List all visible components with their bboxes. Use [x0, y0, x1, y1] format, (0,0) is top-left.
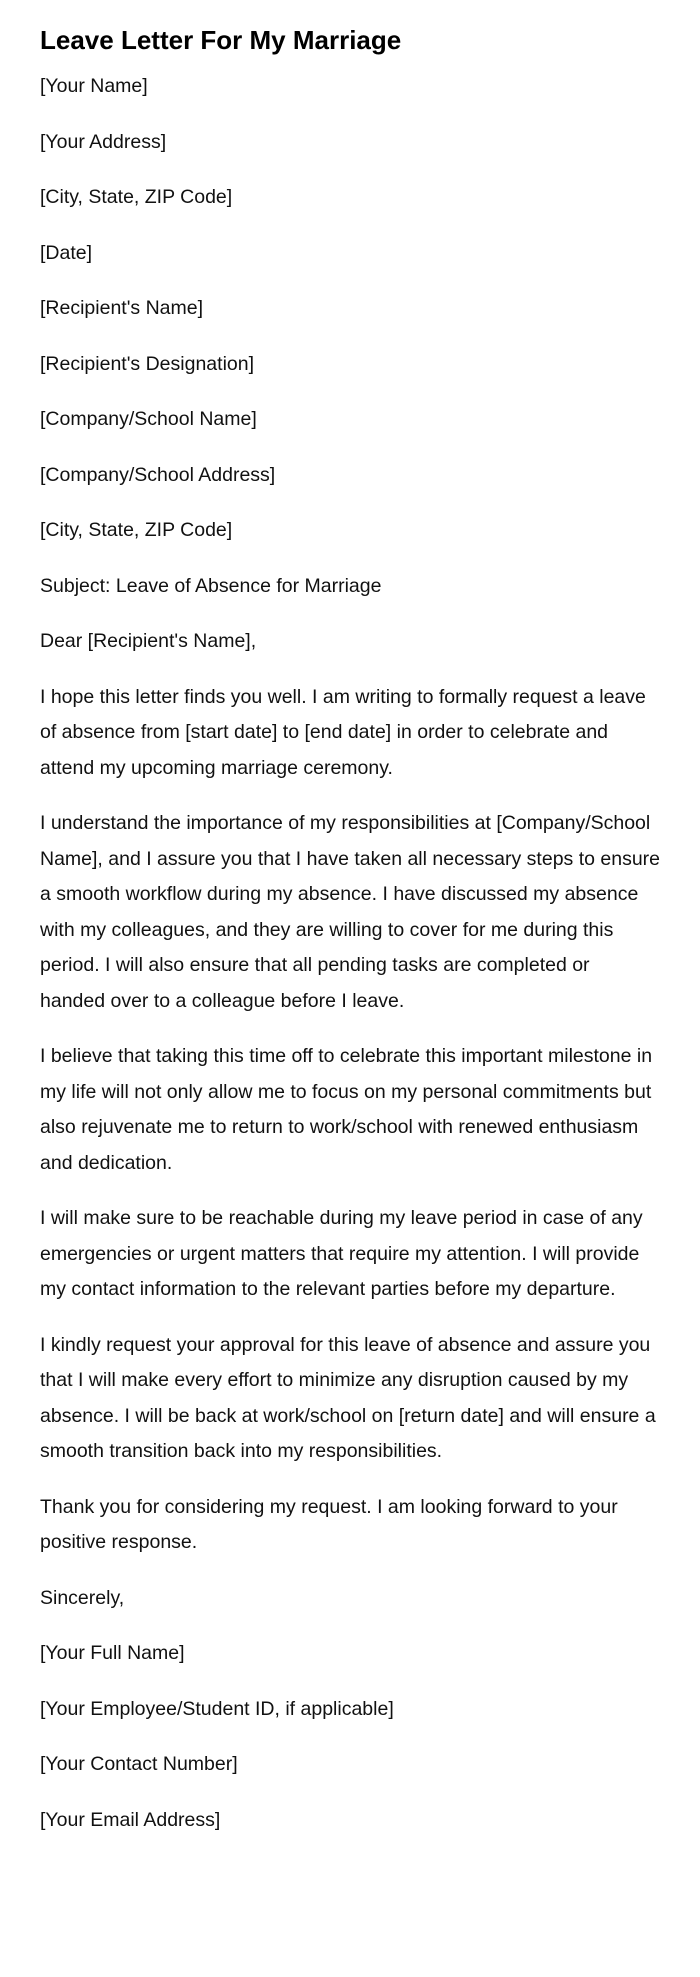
body-paragraph-5: I kindly request your approval for this leave of absence and assure you that I will make every effort to minimize any disruption caused by my absence. I will be back at work/school on [return date] and will ensure a smooth transition back into my responsibilities.: [40, 1333, 656, 1462]
body-paragraph-4: I will make sure to be reachable during my leave period in case of any emergencies or urgent matters that require my attention. I will provide my contact information to the relevant parties before my departure.: [40, 1207, 643, 1300]
recipient-designation: [Recipient's Designation]: [40, 352, 255, 375]
body-paragraph-1: I hope this letter finds you well. I am writing to formally request a leave of absence from [start date] to [end date] in order to celebrate and attend my upcoming marriage ceremony.: [40, 685, 646, 779]
body-paragraph-6: Thank you for considering my request. I am looking forward to your positive response.: [40, 1495, 618, 1553]
signature-email: [Your Email Address]: [40, 1808, 221, 1831]
letter-closing: Sincerely,: [40, 1586, 125, 1609]
body-paragraph-3: I believe that taking this time off to celebrate this important milestone in my life will not only allow me to focus on my personal commitments but also rejuvenate me to return to work/school with renewed enthusiasm and dedication.: [40, 1045, 653, 1174]
body-paragraph-2: I understand the importance of my responsibilities at [Company/School Name], and I assure you that I have taken all necessary steps to ensure a smooth workflow during my absence. I have discussed my absence with my colleagues, and they are willing to cover for me during this period. I will also ensure that all pending tasks are completed or handed over to a colleague before I leave.: [40, 812, 661, 1012]
letter-date: [Date]: [40, 241, 93, 264]
recipient-organization: [Company/School Name]: [40, 408, 257, 430]
recipient-city-state-zip: [City, State, ZIP Code]: [40, 519, 233, 541]
sender-name: [Your Name]: [40, 75, 148, 97]
signature-id: [Your Employee/Student ID, if applicable]: [40, 1697, 394, 1720]
recipient-address: [Company/School Address]: [40, 463, 276, 486]
sender-city-state-zip: [City, State, ZIP Code]: [40, 186, 233, 208]
letter-salutation: Dear [Recipient's Name],: [40, 630, 257, 652]
signature-contact-number: [Your Contact Number]: [40, 1753, 238, 1775]
signature-full-name: [Your Full Name]: [40, 1642, 185, 1664]
letter-subject: Subject: Leave of Absence for Marriage: [40, 574, 382, 597]
letter-title: Leave Letter For My Marriage: [40, 25, 402, 55]
sender-address: [Your Address]: [40, 130, 167, 153]
recipient-name: [Recipient's Name]: [40, 297, 204, 319]
